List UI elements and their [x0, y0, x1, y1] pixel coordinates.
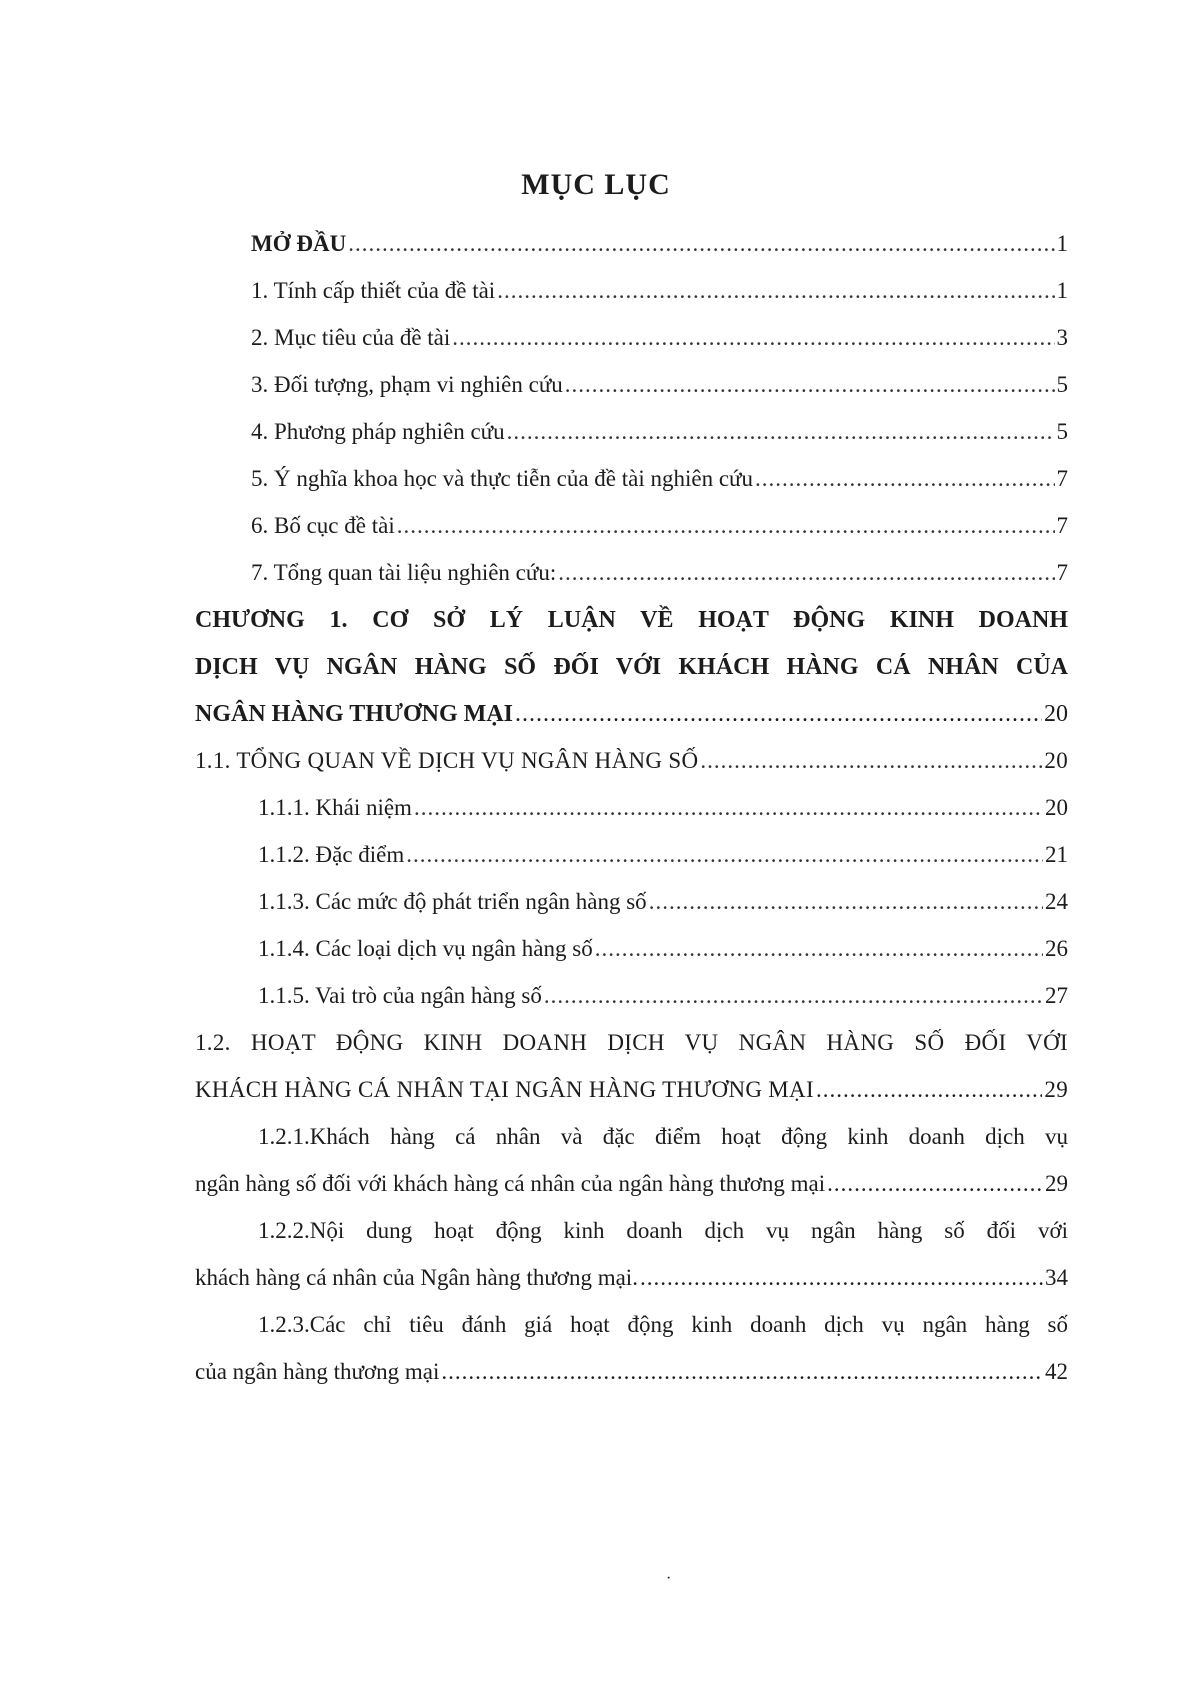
toc-entry[interactable]: [195, 796, 1068, 843]
toc-page-number: 5: [1056, 372, 1068, 397]
item-line: 1.2.2.Nội dung hoạt động kinh doanh dịch vụ ngân hàng số đối với: [258, 1218, 1068, 1243]
dot-leader: [414, 796, 1043, 819]
dot-leader: [827, 1172, 1043, 1195]
toc-entry[interactable]: [195, 561, 1068, 608]
toc-entry-label: 7. Tổng quan tài liệu nghiên cứu:: [251, 560, 557, 585]
footer-mark: ·: [666, 1570, 672, 1587]
toc-entry[interactable]: [195, 420, 1068, 467]
section-heading-line: 1.2. HOẠT ĐỘNG KINH DOANH DỊCH VỤ NGÂN HÀNG SỐ ĐỐI VỚI: [195, 1030, 1068, 1055]
dot-leader: [816, 1078, 1042, 1101]
dot-leader: [595, 937, 1043, 960]
toc-page-number: 27: [1045, 983, 1068, 1008]
toc-section-1-2[interactable]: [195, 1031, 1068, 1125]
toc-page-number: 3: [1056, 325, 1068, 350]
dot-leader: [452, 326, 1054, 349]
toc-page-number: 20: [1045, 795, 1068, 820]
toc-entry[interactable]: [195, 843, 1068, 890]
item-text: của ngân hàng thương mại: [195, 1359, 440, 1384]
toc-page-number: 7: [1056, 560, 1068, 585]
page-title: MỤC LỤC: [521, 168, 671, 201]
toc-entry-label: 1.1.1. Khái niệm: [258, 795, 412, 820]
toc-entry-label: 1. Tính cấp thiết của đề tài: [251, 278, 496, 303]
toc-page-number: 7: [1056, 513, 1068, 538]
toc-entry[interactable]: [195, 984, 1068, 1031]
toc-entry-label: 3. Đối tượng, phạm vi nghiên cứu: [251, 372, 563, 397]
toc-entry[interactable]: [195, 937, 1068, 984]
toc-page-number: 42: [1045, 1359, 1068, 1384]
item-line: 1.2.3.Các chỉ tiêu đánh giá hoạt động kinh doanh dịch vụ ngân hàng số: [258, 1312, 1068, 1337]
section-heading-text: KHÁCH HÀNG CÁ NHÂN TẠI NGÂN HÀNG THƯƠNG MẠI: [195, 1077, 814, 1102]
dot-leader: [755, 467, 1054, 490]
dot-leader: [544, 984, 1043, 1007]
toc-entry-label: 1.1.2. Đặc điểm: [258, 842, 405, 867]
chapter-heading-text: NGÂN HÀNG THƯƠNG MẠI: [195, 701, 513, 727]
dot-leader: [515, 702, 1042, 726]
toc-entry-label: 2. Mục tiêu của đề tài: [251, 325, 451, 350]
item-line: [195, 1172, 1068, 1219]
dot-leader: [565, 373, 1055, 396]
chapter-heading-line: [195, 702, 1068, 749]
toc-entry-label: 1.1.5. Vai trò của ngân hàng số: [258, 983, 542, 1008]
toc-item-1-2-3[interactable]: [195, 1313, 1068, 1407]
toc-chapter-1[interactable]: [195, 608, 1068, 749]
item-line: 1.2.1.Khách hàng cá nhân và đặc điểm hoạt động kinh doanh dịch vụ: [258, 1124, 1068, 1149]
table-of-contents: [195, 232, 1068, 1407]
toc-page-number: 5: [1056, 419, 1068, 444]
toc-entry-label: 4. Phương pháp nghiên cứu: [251, 419, 505, 444]
dot-leader: [558, 561, 1054, 584]
toc-entry-label: 5. Ý nghĩa khoa học và thực tiễn của đề tài nghiên cứu: [251, 466, 754, 491]
item-text: ngân hàng số đối với khách hàng cá nhân của ngân hàng thương mại: [195, 1171, 826, 1196]
toc-page-number: 26: [1045, 936, 1068, 961]
item-line: [195, 1266, 1068, 1313]
toc-page-number: 1: [1056, 231, 1068, 256]
toc-entry[interactable]: [195, 514, 1068, 561]
toc-entry-label: 6. Bố cục đề tài: [251, 513, 395, 538]
chapter-heading-line: CHƯƠNG 1. CƠ SỞ LÝ LUẬN VỀ HOẠT ĐỘNG KINH DOANH: [195, 607, 1068, 633]
dot-leader: [640, 1266, 1043, 1289]
toc-page-number: 7: [1056, 466, 1068, 491]
item-text: khách hàng cá nhân của Ngân hàng thương mại.: [195, 1265, 638, 1290]
toc-section-1-1[interactable]: [195, 749, 1068, 796]
toc-page-number: 20: [1044, 748, 1068, 773]
toc-entry[interactable]: [195, 890, 1068, 937]
toc-entry[interactable]: [195, 326, 1068, 373]
section-heading-line: [195, 1078, 1068, 1125]
toc-page-number: 20: [1044, 701, 1068, 727]
item-line: [195, 1360, 1068, 1407]
toc-page-number: 24: [1045, 889, 1068, 914]
toc-entry-intro[interactable]: [195, 232, 1068, 279]
toc-page-number: 34: [1045, 1265, 1068, 1290]
toc-entry-label: 1.1. TỔNG QUAN VỀ DỊCH VỤ NGÂN HÀNG SỐ: [195, 748, 699, 773]
toc-page-number: 29: [1044, 1077, 1068, 1102]
dot-leader: [497, 279, 1054, 302]
toc-entry[interactable]: [195, 467, 1068, 514]
dot-leader: [397, 514, 1055, 537]
dot-leader: [649, 890, 1043, 913]
dot-leader: [348, 232, 1054, 255]
dot-leader: [406, 843, 1043, 866]
toc-page-number: 1: [1056, 278, 1068, 303]
toc-item-1-2-2[interactable]: [195, 1219, 1068, 1313]
toc-item-1-2-1[interactable]: [195, 1125, 1068, 1219]
dot-leader: [507, 420, 1055, 443]
toc-entry-label: 1.1.4. Các loại dịch vụ ngân hàng số: [258, 936, 593, 961]
toc-entry[interactable]: [195, 373, 1068, 420]
toc-entry-label: MỞ ĐẦU: [251, 231, 347, 256]
toc-page-number: 21: [1045, 842, 1068, 867]
toc-entry[interactable]: [195, 279, 1068, 326]
toc-entry-label: 1.1.3. Các mức độ phát triển ngân hàng số: [258, 889, 647, 914]
dot-leader: [441, 1360, 1043, 1383]
toc-page-number: 29: [1045, 1171, 1068, 1196]
chapter-heading-line: DỊCH VỤ NGÂN HÀNG SỐ ĐỐI VỚI KHÁCH HÀNG CÁ NHÂN CỦA: [195, 654, 1068, 680]
dot-leader: [700, 749, 1042, 772]
